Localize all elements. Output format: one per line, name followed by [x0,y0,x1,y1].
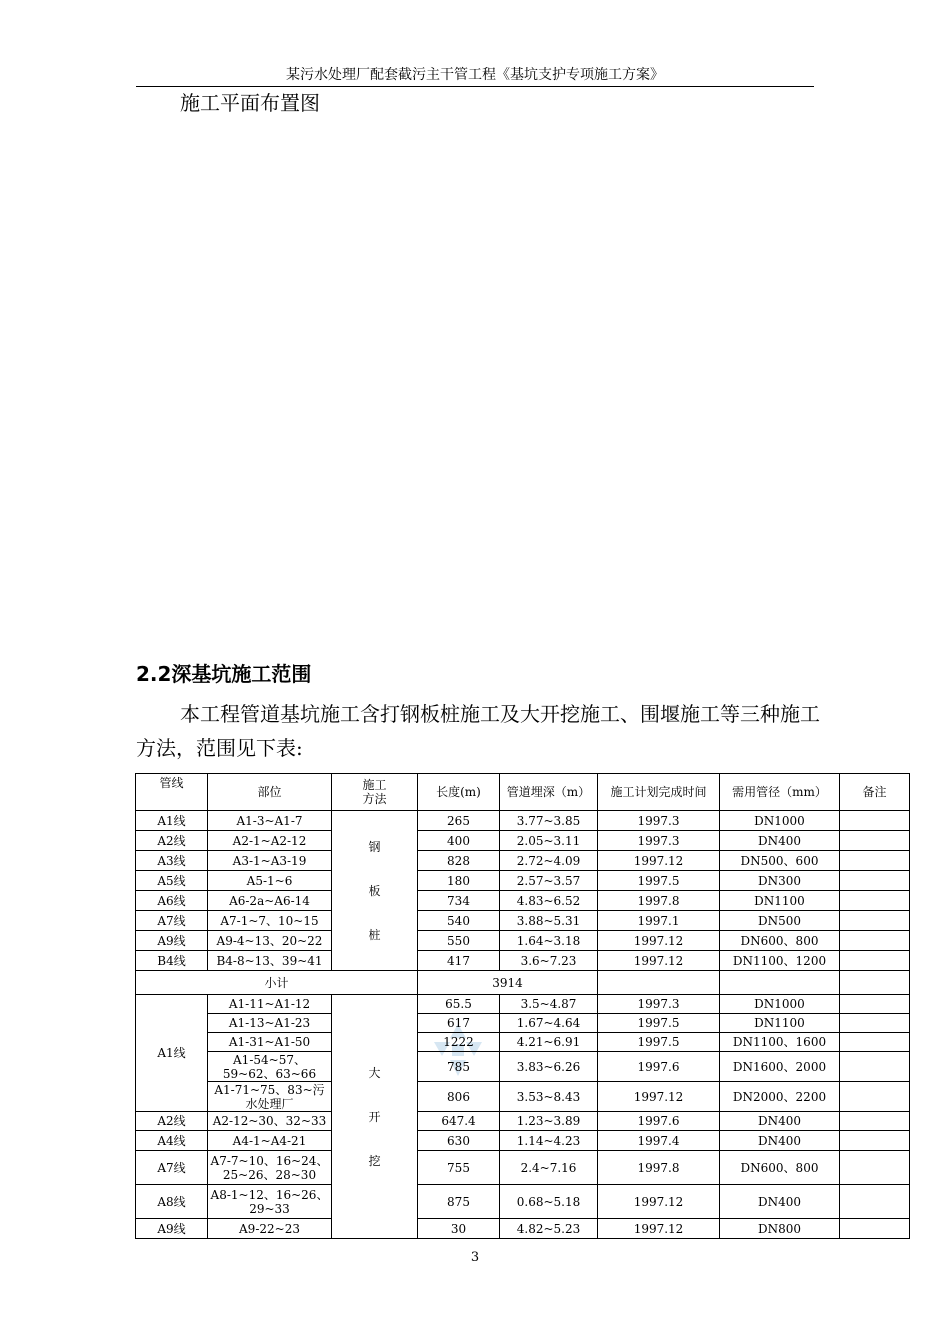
remark-cell [840,891,910,911]
method-char: 钢 [368,839,381,854]
header-method-line1: 施工 [362,778,387,792]
diameter-cell: DN400 [720,831,840,851]
depth-cell: 3.88~5.31 [500,911,598,931]
part-cell: A5-1~6 [208,871,332,891]
diameter-cell: DN1600、2000 [720,1052,840,1082]
table-row [136,1014,910,1033]
depth-cell: 2.57~3.57 [500,871,598,891]
line-cell: A8线 [136,1185,208,1219]
line-cell: A3线 [136,851,208,871]
date-cell: 1997.4 [598,1131,720,1151]
diameter-cell: DN400 [720,1185,840,1219]
line-cell: A6线 [136,891,208,911]
remark-cell [840,951,910,971]
part-cell: A4-1~A4-21 [208,1131,332,1151]
remark-cell [840,1112,910,1131]
remark-cell [840,1219,910,1239]
date-cell: 1997.12 [598,1082,720,1112]
section-heading: 2.2深基坑施工范围 [136,662,312,686]
part-cell: A9-22~23 [208,1219,332,1239]
method-cell [332,811,418,971]
diameter-cell: DN800 [720,1219,840,1239]
table-row [136,811,910,831]
diameter-cell: DN1000 [720,811,840,831]
line-cell: A1线 [136,811,208,831]
part-cell: A1-31~A1-50 [208,1033,332,1052]
date-cell: 1997.5 [598,1014,720,1033]
part-cell: A8-1~12、16~26、29~33 [208,1185,332,1219]
remark-cell [840,1033,910,1052]
part-cell: B4-8~13、39~41 [208,951,332,971]
table-row [136,1185,910,1219]
date-cell: 1997.6 [598,1112,720,1131]
line-cell: A7线 [136,911,208,931]
remark-cell [840,1131,910,1151]
depth-cell: 4.21~6.91 [500,1033,598,1052]
length-cell: 828 [418,851,500,871]
table-row [136,1033,910,1052]
line-cell: A5线 [136,871,208,891]
line-cell: B4线 [136,951,208,971]
depth-cell: 3.77~3.85 [500,811,598,831]
depth-cell: 1.23~3.89 [500,1112,598,1131]
line-cell: A1线 [136,995,208,1112]
length-cell: 875 [418,1185,500,1219]
date-cell: 1997.6 [598,1052,720,1082]
table-row [136,1082,910,1112]
header-length: 长度(m) [418,774,500,811]
page-number: 3 [470,1250,480,1265]
method-cell [332,995,418,1239]
length-cell: 734 [418,891,500,911]
part-cell: A6-2a~A6-14 [208,891,332,911]
length-cell: 65.5 [418,995,500,1014]
length-cell: 417 [418,951,500,971]
diameter-cell: DN1100 [720,1014,840,1033]
diameter-cell: DN1100、1200 [720,951,840,971]
part-cell: A1-13~A1-23 [208,1014,332,1033]
length-cell: 180 [418,871,500,891]
table-row [136,951,910,971]
diameter-cell: DN300 [720,871,840,891]
remark-cell [840,811,910,831]
diameter-cell: DN2000、2200 [720,1082,840,1112]
header-remark: 备注 [840,774,910,811]
remark-cell [840,911,910,931]
length-cell: 265 [418,811,500,831]
method-char: 桩 [368,927,381,942]
remark-cell [840,851,910,871]
depth-cell: 1.64~3.18 [500,931,598,951]
length-cell: 30 [418,1219,500,1239]
line-cell: A9线 [136,931,208,951]
part-cell: A1-11~A1-12 [208,995,332,1014]
depth-cell: 2.05~3.11 [500,831,598,851]
depth-cell: 1.14~4.23 [500,1131,598,1151]
subtotal-label: 小计 [136,971,418,995]
date-cell: 1997.3 [598,811,720,831]
remark-cell [840,931,910,951]
method-char: 板 [368,883,381,898]
diameter-cell: DN600、800 [720,1151,840,1185]
part-cell: A9-4~13、20~22 [208,931,332,951]
part-cell: A7-1~7、10~15 [208,911,332,931]
depth-cell: 2.4~7.16 [500,1151,598,1185]
length-cell: 647.4 [418,1112,500,1131]
remark-cell [840,995,910,1014]
diameter-cell: DN500、600 [720,851,840,871]
length-cell: 630 [418,1131,500,1151]
remark-cell [840,831,910,851]
line-cell: A2线 [136,831,208,851]
diameter-cell: DN1000 [720,995,840,1014]
length-cell: 540 [418,911,500,931]
figure-caption: 施工平面布置图 [180,91,320,115]
diameter-cell: DN1100、1600 [720,1033,840,1052]
method-char: 开 [368,1109,381,1124]
header-method-line2: 方法 [362,792,387,806]
date-cell: 1997.1 [598,911,720,931]
depth-cell: 3.83~6.26 [500,1052,598,1082]
method-char: 大 [368,1065,381,1080]
diameter-cell: DN500 [720,911,840,931]
table-row [136,911,910,931]
table-row [136,891,910,911]
diameter-cell: DN600、800 [720,931,840,951]
header-method [332,774,418,811]
header-divider [136,86,814,87]
subtotal-row [136,971,910,995]
table-row [136,1151,910,1185]
date-cell: 1997.12 [598,951,720,971]
date-cell: 1997.12 [598,1185,720,1219]
part-cell: A1-3~A1-7 [208,811,332,831]
depth-cell: 3.53~8.43 [500,1082,598,1112]
remark-cell [840,1014,910,1033]
remark-cell [840,1185,910,1219]
table-row [136,995,910,1014]
part-cell: A2-1~A2-12 [208,831,332,851]
subtotal-value: 3914 [418,971,598,995]
table-row [136,1131,910,1151]
header-part: 部位 [208,774,332,811]
line-cell: A2线 [136,1112,208,1131]
date-cell: 1997.8 [598,1151,720,1185]
empty-cell [840,971,910,995]
length-cell: 806 [418,1082,500,1112]
length-cell: 550 [418,931,500,951]
part-cell: A3-1~A3-19 [208,851,332,871]
remark-cell [840,1151,910,1185]
date-cell: 1997.5 [598,1033,720,1052]
part-cell: A2-12~30、32~33 [208,1112,332,1131]
part-cell: A7-7~10、16~24、25~26、28~30 [208,1151,332,1185]
length-cell: 1222 [418,1033,500,1052]
date-cell: 1997.3 [598,831,720,851]
length-cell: 785 [418,1052,500,1082]
depth-cell: 1.67~4.64 [500,1014,598,1033]
table-row [136,871,910,891]
table-row [136,851,910,871]
depth-cell: 0.68~5.18 [500,1185,598,1219]
empty-cell [720,971,840,995]
remark-cell [840,871,910,891]
length-cell: 755 [418,1151,500,1185]
diameter-cell: DN400 [720,1112,840,1131]
header-date: 施工计划完成时间 [598,774,720,811]
table-header-row [136,774,910,811]
length-cell: 617 [418,1014,500,1033]
header-line: 管线 [136,774,208,811]
depth-cell: 4.82~5.23 [500,1219,598,1239]
table-row [136,931,910,951]
header-diameter: 需用管径（mm） [720,774,840,811]
empty-cell [598,971,720,995]
line-cell: A4线 [136,1131,208,1151]
page-header: 某污水处理厂配套截污主干管工程《基坑支护专项施工方案》 [286,67,664,83]
part-cell: A1-54~57、59~62、63~66 [208,1052,332,1082]
table-row [136,1219,910,1239]
remark-cell [840,1052,910,1082]
date-cell: 1997.12 [598,1219,720,1239]
header-depth: 管道埋深（m） [500,774,598,811]
table-row [136,831,910,851]
line-cell: A9线 [136,1219,208,1239]
construction-scope-table [135,773,910,1239]
date-cell: 1997.5 [598,871,720,891]
table-row [136,1052,910,1082]
diameter-cell: DN400 [720,1131,840,1151]
date-cell: 1997.8 [598,891,720,911]
section-paragraph: 本工程管道基坑施工含打钢板桩施工及大开挖施工、围堰施工等三种施工方法，范围见下表: [136,702,820,760]
method-char: 挖 [368,1153,381,1168]
date-cell: 1997.3 [598,995,720,1014]
depth-cell: 3.5~4.87 [500,995,598,1014]
depth-cell: 4.83~6.52 [500,891,598,911]
remark-cell [840,1082,910,1112]
depth-cell: 3.6~7.23 [500,951,598,971]
depth-cell: 2.72~4.09 [500,851,598,871]
date-cell: 1997.12 [598,851,720,871]
line-cell: A7线 [136,1151,208,1185]
part-cell: A1-71~75、83~污水处理厂 [208,1082,332,1112]
date-cell: 1997.12 [598,931,720,951]
table-row [136,1112,910,1131]
length-cell: 400 [418,831,500,851]
diameter-cell: DN1100 [720,891,840,911]
